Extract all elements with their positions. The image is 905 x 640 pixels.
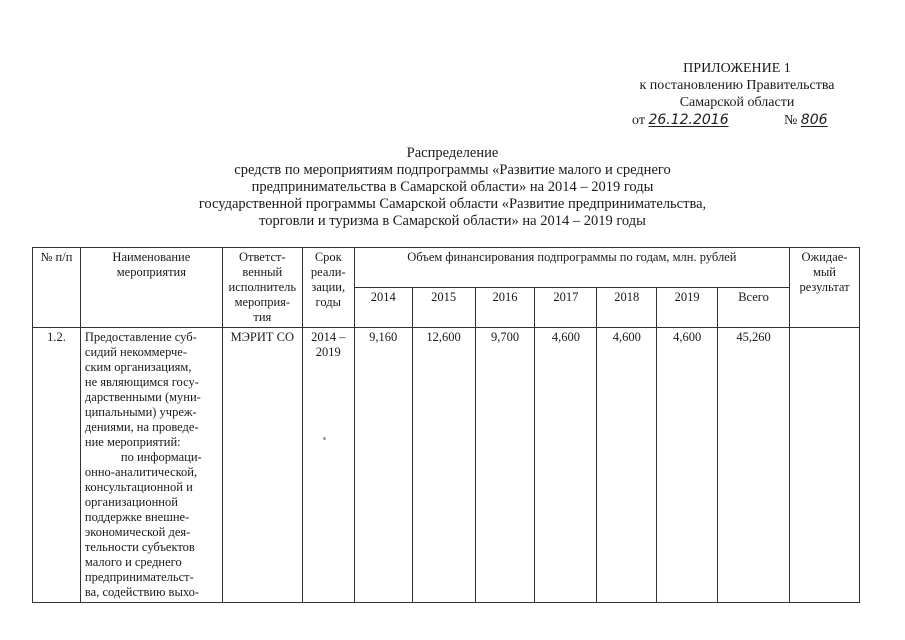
row-value-2015: 12,600	[412, 328, 475, 603]
description-line: консультационной и	[84, 480, 193, 494]
description-line: малого и среднего	[84, 555, 182, 569]
row-term: 2014 – 2019	[302, 328, 354, 603]
row-value-total: 45,260	[718, 328, 790, 603]
handwritten-number: 806	[800, 112, 828, 128]
table-row	[33, 328, 860, 603]
description-line: дарственными (муни-	[84, 390, 201, 404]
title-line-2: средств по мероприятиям подпрограммы «Развитие малого и среднего	[234, 162, 671, 178]
number-prefix: №	[783, 113, 798, 128]
description-line: дениями, на проведе-	[84, 420, 199, 434]
description-line: организационной	[84, 495, 178, 509]
description-line: сидий некоммерче-	[84, 345, 187, 359]
appendix-title: ПРИЛОЖЕНИЕ 1	[683, 61, 791, 76]
header-executor: Ответст-венный исполнитель мероприя-тия	[222, 248, 302, 328]
header-year-2017: 2017	[535, 288, 597, 328]
date-number-line	[612, 112, 862, 129]
header-year-2019: 2019	[657, 288, 718, 328]
row-num: 1.2.	[33, 328, 81, 603]
description-line: ципальными) учреж-	[84, 405, 197, 419]
row-value-2018: 4,600	[597, 328, 657, 603]
description-line: экономической дея-	[84, 525, 191, 539]
document-title	[0, 145, 905, 230]
description-line: онно-аналитической,	[84, 465, 198, 479]
header-funding: Объем финансирования подпрограммы по годам, млн. рублей	[354, 248, 789, 288]
funding-table	[32, 247, 860, 603]
description-line: поддержке внешне-	[84, 510, 190, 524]
row-value-2017: 4,600	[535, 328, 597, 603]
appendix-line-3: Самарской области	[679, 95, 795, 110]
description-line: по информаци-	[120, 450, 202, 464]
description-line: ние мероприятий:	[84, 435, 181, 449]
header-term: Срок реали-зации, годы	[302, 248, 354, 328]
scan-speck	[323, 437, 326, 440]
title-line-3: предпринимательства в Самарской области» на 2014 – 2019 годы	[251, 179, 654, 195]
title-line-5: торговли и туризма в Самарской области» на 2014 – 2019 годы	[259, 213, 646, 229]
handwritten-date: 26.12.2016	[648, 112, 729, 128]
row-result	[789, 328, 859, 603]
header-year-2016: 2016	[475, 288, 535, 328]
row-description	[80, 328, 222, 603]
date-prefix: от	[632, 113, 645, 128]
header-result: Ожидае-мый результат	[789, 248, 859, 328]
header-year-2018: 2018	[597, 288, 657, 328]
row-value-2016: 9,700	[475, 328, 535, 603]
header-name: Наименование мероприятия	[80, 248, 222, 328]
row-executor: МЭРИТ СО	[222, 328, 302, 603]
description-line: тельности субъектов	[84, 540, 195, 554]
appendix-block	[612, 60, 862, 129]
header-year-2014: 2014	[354, 288, 412, 328]
description-line: Предоставление суб-	[84, 330, 197, 344]
appendix-line-2: к постановлению Правительства	[639, 78, 835, 93]
description-line: ва, содействию выхо-	[84, 585, 200, 599]
header-year-2015: 2015	[412, 288, 475, 328]
description-line: ским организациям,	[84, 360, 192, 374]
row-value-2019: 4,600	[657, 328, 718, 603]
title-line-4: государственной программы Самарской области «Развитие предпринимательства,	[198, 196, 707, 212]
header-total: Всего	[718, 288, 790, 328]
description-line: предпринимательст-	[84, 570, 194, 584]
header-row-1	[33, 248, 860, 288]
title-line-1: Распределение	[406, 145, 499, 161]
description-line: не являющимся госу-	[84, 375, 199, 389]
header-num: № п/п	[33, 248, 81, 328]
row-value-2014: 9,160	[354, 328, 412, 603]
